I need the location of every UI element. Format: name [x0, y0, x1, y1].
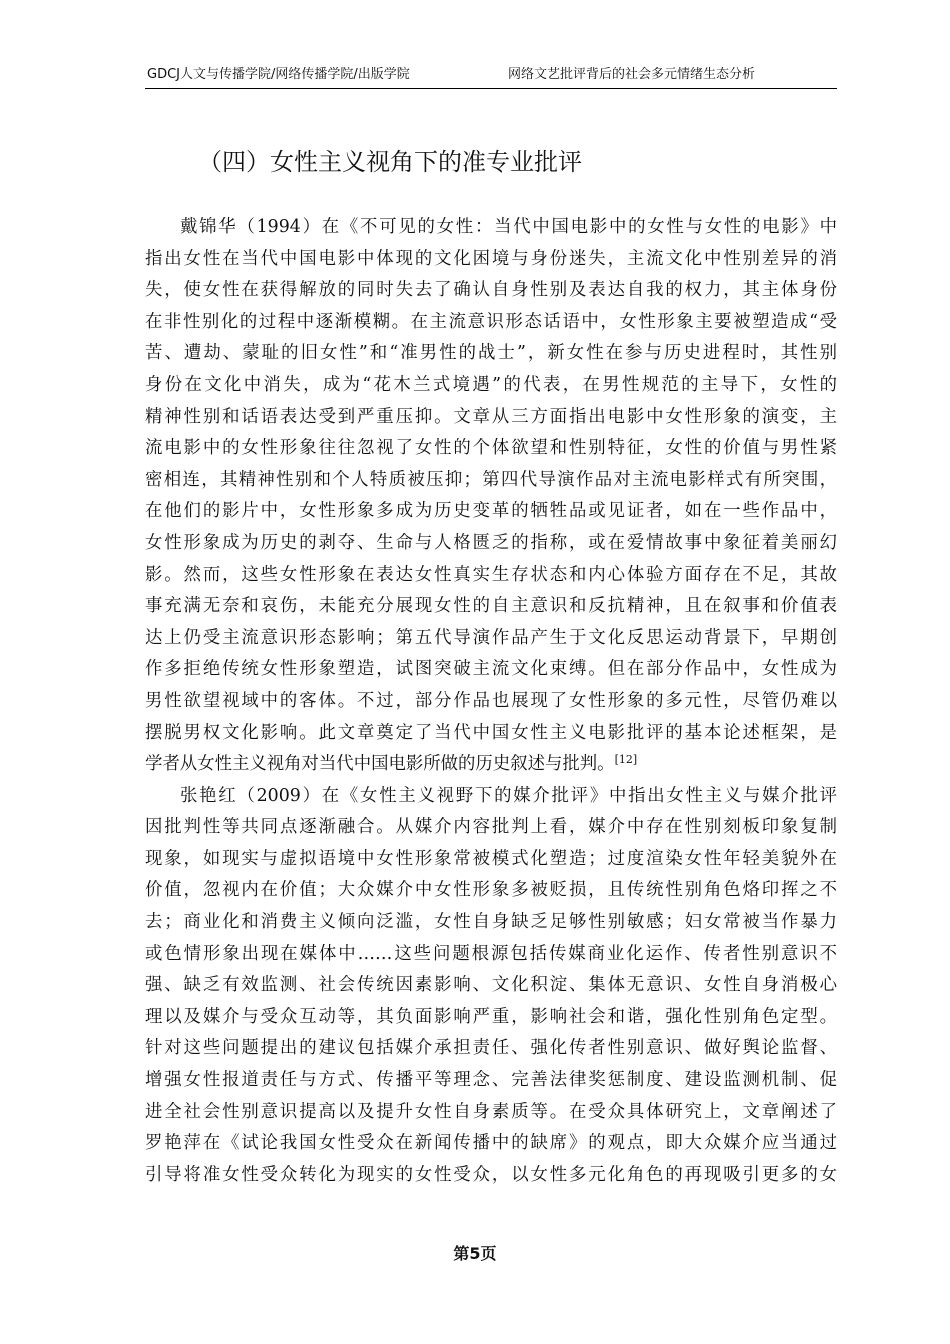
- running-header: [145, 62, 837, 89]
- page-number: 第5页: [453, 1244, 497, 1263]
- paragraph-line: 精神性别和话语表达受到严重压抑。文章从三方面指出电影中女性形象的演变，主: [145, 406, 837, 427]
- paragraph-line: 理以及媒介与受众互动等，其负面影响严重，影响社会和谐，强化性别角色定型。: [145, 1006, 837, 1027]
- paragraph-line: 或色情形象出现在媒体中……这些问题根源包括传媒商业化运作、传者性别意识不: [145, 943, 837, 964]
- citation-reference: [12]: [614, 753, 638, 767]
- paragraph-line: 摆脱男权文化影响。此文章奠定了当代中国女性主义电影批评的基本论述框架，是: [145, 722, 837, 743]
- paragraph-line: 达上仍受主流意识形态影响；第五代导演作品产生于文化反思运动背景下，早期创: [145, 627, 837, 648]
- paragraph-line: 女性形象成为历史的剥夺、生命与人格匮乏的指称，或在爱情故事中象征着美丽幻: [145, 532, 837, 553]
- paragraph-line: 去；商业化和消费主义倾向泛滥，女性自身缺乏足够性别敏感；妇女常被当作暴力: [145, 912, 837, 933]
- header-institution: GDCJ人文与传播学院/网络传播学院/出版学院: [147, 67, 410, 82]
- paragraph-line: 身份在文化中消失，成为“花木兰式境遇”的代表，在男性规范的主导下，女性的: [145, 374, 837, 395]
- paragraph-line: 增强女性报道责任与方式、传播平等理念、完善法律奖惩制度、建设监测机制、促: [145, 1070, 837, 1091]
- section-title: （四）女性主义视角下的准专业批评: [198, 148, 582, 176]
- paragraph-line: 针对这些问题提出的建议包括媒介承担责任、强化传者性别意识、做好舆论监督、: [145, 1038, 837, 1059]
- paragraph-line: 因批判性等共同点逐渐融合。从媒介内容批判上看，媒介中存在性别刻板印象复制: [145, 817, 837, 838]
- paragraph-line: 强、缺乏有效监测、社会传统因素影响、文化积淀、集体无意识、女性自身消极心: [145, 975, 837, 996]
- paragraph-line: 男性欲望视域中的客体。不过，部分作品也展现了女性形象的多元性，尽管仍难以: [145, 690, 837, 711]
- paragraph-line: 在他们的影片中，女性形象多成为历史变革的牺牲品或见证者，如在一些作品中，: [145, 501, 837, 522]
- paragraph-line: 在非性别化的过程中逐渐模糊。在主流意识形态话语中，女性形象主要被塑造成“受: [145, 311, 837, 332]
- paragraph-line: 戴锦华（1994）在《不可见的女性：当代中国电影中的女性与女性的电影》中: [180, 217, 837, 237]
- paragraph-line: 引导将准女性受众转化为现实的女性受众，以女性多元化角色的再现吸引更多的女: [145, 1164, 837, 1185]
- paragraph-line: 张艳红（2009）在《女性主义视野下的媒介批评》中指出女性主义与媒介批评: [180, 785, 837, 806]
- paragraph-line: 指出女性在当代中国电影中体现的文化困境与身份迷失，主流文化中性别差异的消: [145, 248, 837, 269]
- paragraph-line: 影。然而，这些女性形象在表达女性真实生存状态和内心体验方面存在不足，其故: [145, 564, 837, 585]
- body-text: [145, 212, 837, 1191]
- paragraph-last-line: [145, 749, 837, 781]
- paragraph-line-text: 学者从女性主义视角对当代中国电影所做的历史叙述与批判。: [145, 754, 615, 775]
- paragraph-line: 作多拒绝传统女性形象塑造，试图突破主流文化束缚。但在部分作品中，女性成为: [145, 659, 837, 680]
- paragraph-line: 苦、遭劫、蒙耻的旧女性”和“准男性的战士”，新女性在参与历史进程时，其性别: [145, 343, 837, 364]
- paragraph-line: 失，使女性在获得解放的同时失去了确认自身性别及表达自我的权力，其主体身份: [145, 280, 837, 301]
- paragraph-line: 现象，如现实与虚拟语境中女性形象常被模式化塑造；过度渲染女性年轻美貌外在: [145, 848, 837, 869]
- paragraph-2: [145, 781, 837, 1192]
- paragraph-line: 密相连，其精神性别和个人特质被压抑；第四代导演作品对主流电影样式有所突围，: [145, 469, 837, 490]
- paragraph-1: [145, 212, 837, 781]
- paragraph-line: 流电影中的女性形象往往忽视了女性的个体欲望和性别特征，女性的价值与男性紧: [145, 438, 837, 459]
- paragraph-line: 事充满无奈和哀伤，未能充分展现女性的自主意识和反抗精神，且在叙事和价值表: [145, 596, 837, 617]
- paragraph-line: 罗艳萍在《试论我国女性受众在新闻传播中的缺席》的观点，即大众媒介应当通过: [145, 1133, 837, 1154]
- header-document-title: 网络文艺批评背后的社会多元情绪生态分析: [508, 67, 756, 82]
- paragraph-line: 价值，忽视内在价值；大众媒介中女性形象多被贬损，且传统性别角色烙印挥之不: [145, 880, 837, 901]
- paragraph-line: 进全社会性别意识提高以及提升女性自身素质等。在受众具体研究上，文章阐述了: [145, 1101, 837, 1122]
